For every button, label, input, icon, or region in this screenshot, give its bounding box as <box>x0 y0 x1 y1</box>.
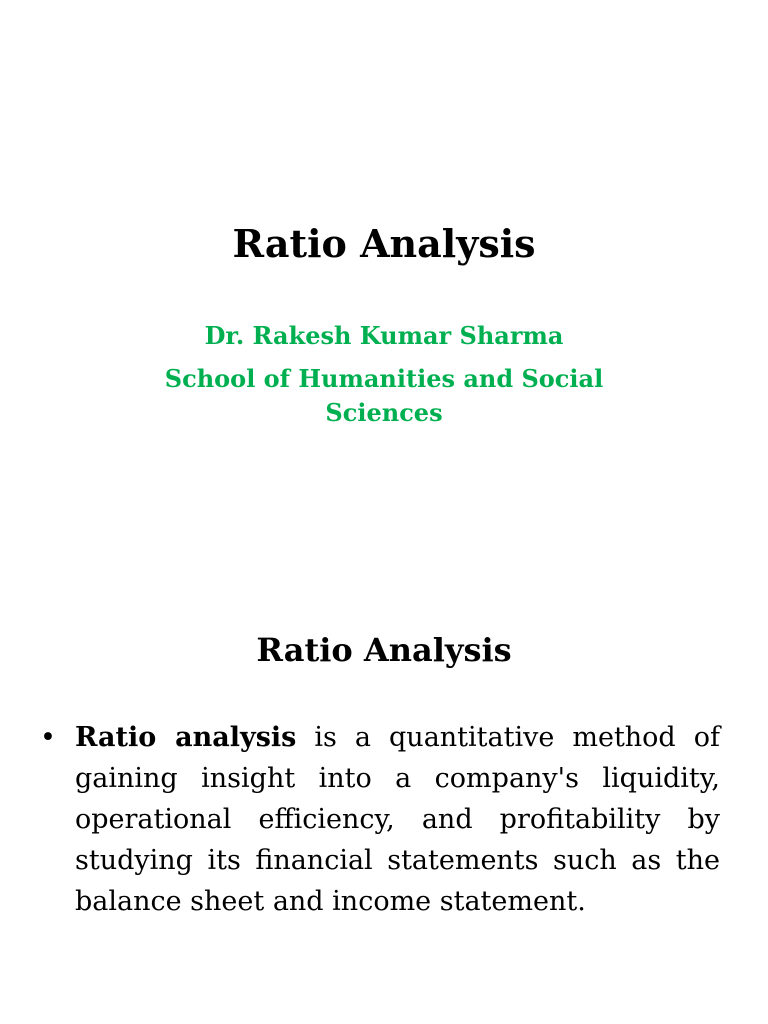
bullet-icon: • <box>40 722 56 753</box>
author-name: Dr. Rakesh Kumar Sharma <box>204 321 564 350</box>
subtitle-block <box>150 318 618 430</box>
content-slide <box>0 512 768 1024</box>
slide-title: Ratio Analysis <box>256 631 512 669</box>
bullet-item <box>40 717 720 922</box>
bullet-list <box>40 717 720 922</box>
bullet-text: is a quantitative method of gaining insight into a company's liquidity, operational efficiency, and profitability by studying its financial statements such as the balance sheet and income statement. <box>75 722 720 917</box>
slide-title: Ratio Analysis <box>232 221 536 266</box>
school-name: School of Humanities and Social Sciences <box>164 364 604 427</box>
bullet-term: Ratio analysis <box>75 722 297 753</box>
